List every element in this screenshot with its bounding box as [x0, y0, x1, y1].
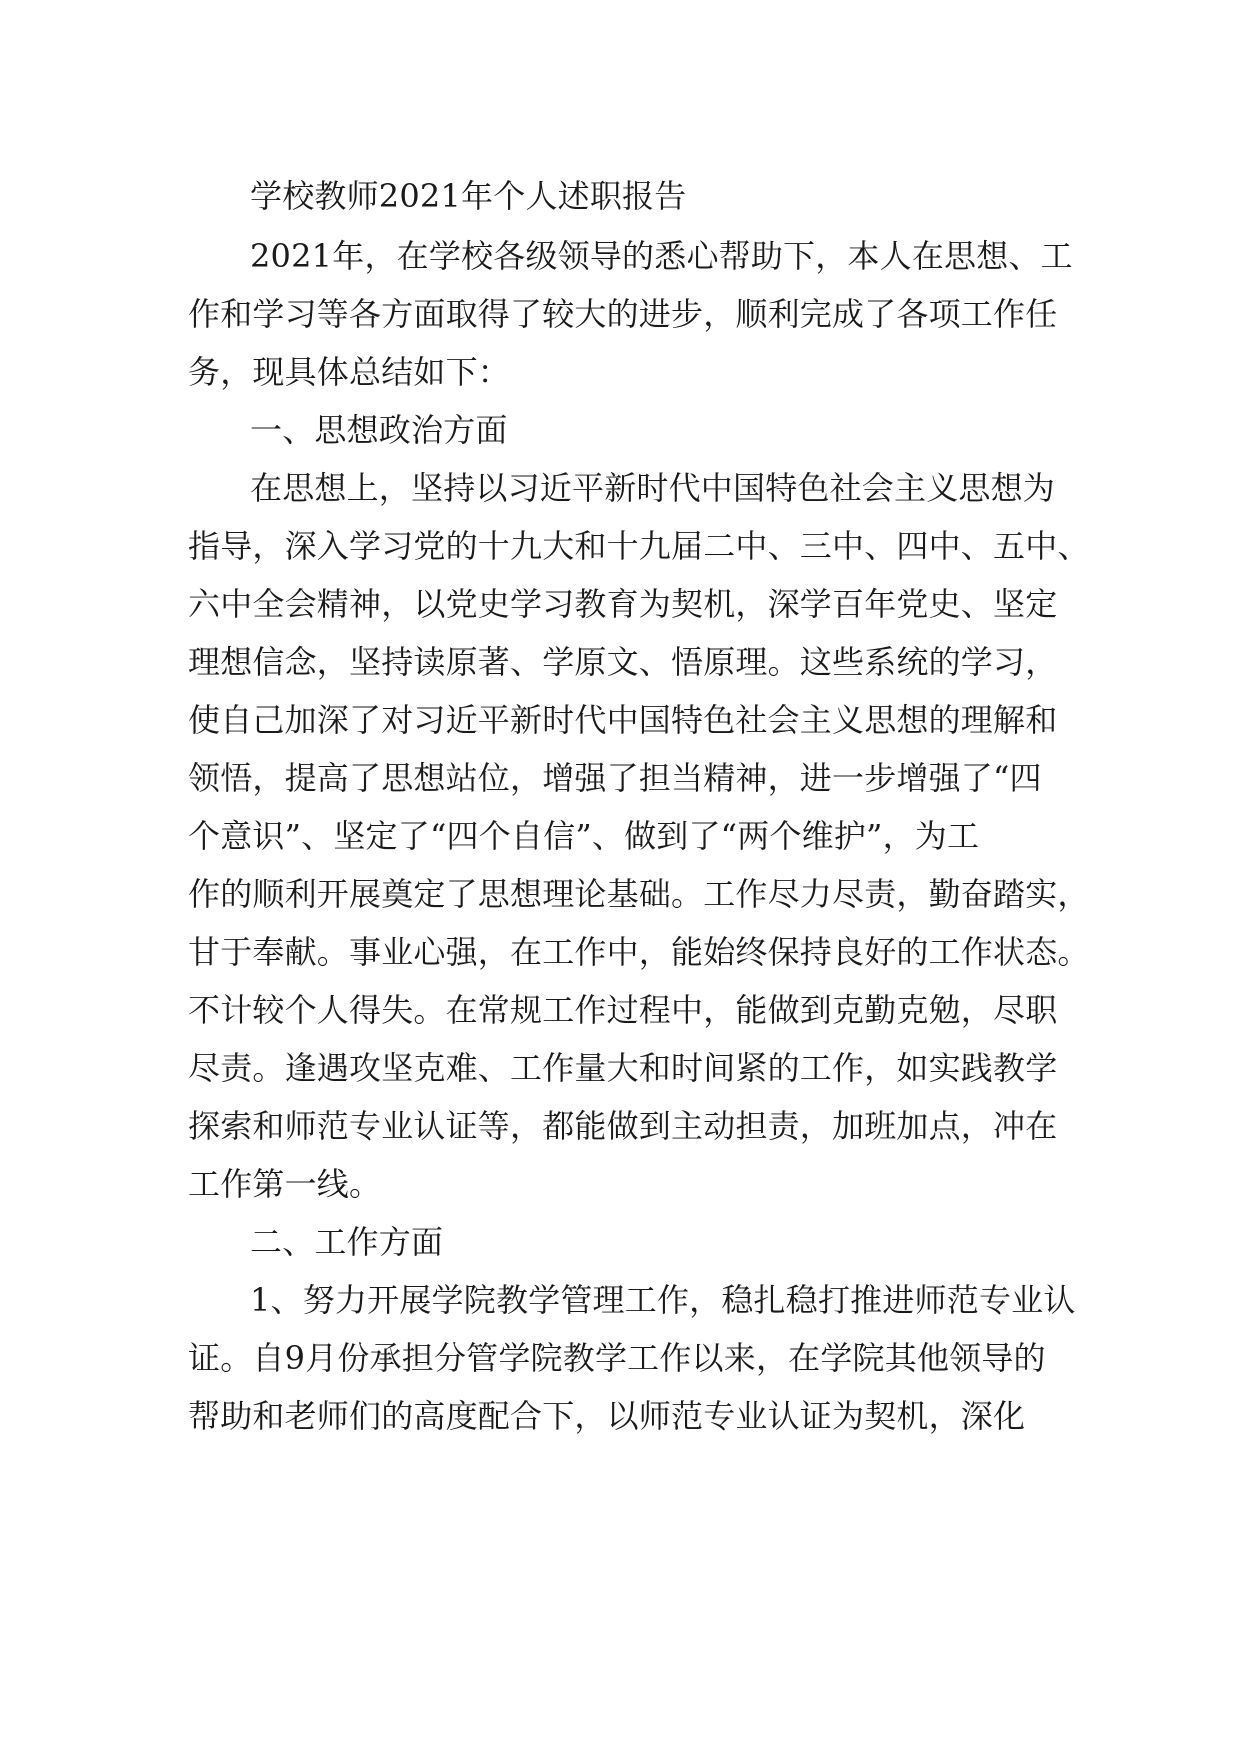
paragraph-intro-line: 务，现具体总结如下： — [188, 353, 511, 391]
section-heading-work: 二、工作方面 — [250, 1223, 444, 1261]
paragraph-work-line: 帮助和老师们的高度配合下，以师范专业认证为契机，深化 — [188, 1397, 1026, 1435]
paragraph-political-line: 领悟，提高了思想站位，增强了担当精神，进一步增强了“四 — [188, 759, 1042, 797]
paragraph-political-line: 指导，深入学习党的十九大和十九届二中、三中、四中、五中、 — [188, 527, 1090, 565]
paragraph-political-line: 探索和师范专业认证等，都能做到主动担责，加班加点，冲在 — [188, 1107, 1058, 1145]
section-heading-political: 一、思想政治方面 — [250, 411, 508, 449]
paragraph-political-line: 个意识”、坚定了“四个自信”、做到了“两个维护”，为工 — [188, 817, 980, 855]
paragraph-political-line: 不计较个人得失。在常规工作过程中，能做到克勤克勉，尽职 — [188, 991, 1058, 1029]
paragraph-political-line: 在思想上，坚持以习近平新时代中国特色社会主义思想为 — [250, 469, 1056, 507]
paragraph-political-line: 尽责。逢遇攻坚克难、工作量大和时间紧的工作，如实践教学 — [188, 1049, 1058, 1087]
paragraph-political-line: 理想信念，坚持读原著、学原文、悟原理。这些系统的学习， — [188, 643, 1058, 681]
paragraph-political-line: 六中全会精神，以党史学习教育为契机，深学百年党史、坚定 — [188, 585, 1058, 623]
paragraph-political-line: 作的顺利开展奠定了思想理论基础。工作尽力尽责，勤奋踏实， — [188, 875, 1090, 913]
paragraph-work-line: 证。自9月份承担分管学院教学工作以来，在学院其他领导的 — [188, 1339, 1046, 1377]
paragraph-political-line: 使自己加深了对习近平新时代中国特色社会主义思想的理解和 — [188, 701, 1058, 739]
document-title: 学校教师2021年个人述职报告 — [250, 177, 687, 215]
paragraph-work-line: 1、努力开展学院教学管理工作，稳扎稳打推进师范专业认 — [250, 1281, 1076, 1319]
paragraph-intro-line: 作和学习等各方面取得了较大的进步，顺利完成了各项工作任 — [188, 295, 1058, 333]
paragraph-political-line: 工作第一线。 — [188, 1165, 382, 1203]
paragraph-intro-line: 2021年，在学校各级领导的悉心帮助下，本人在思想、工 — [250, 237, 1073, 275]
paragraph-political-line: 甘于奉献。事业心强，在工作中，能始终保持良好的工作状态。 — [188, 933, 1090, 971]
